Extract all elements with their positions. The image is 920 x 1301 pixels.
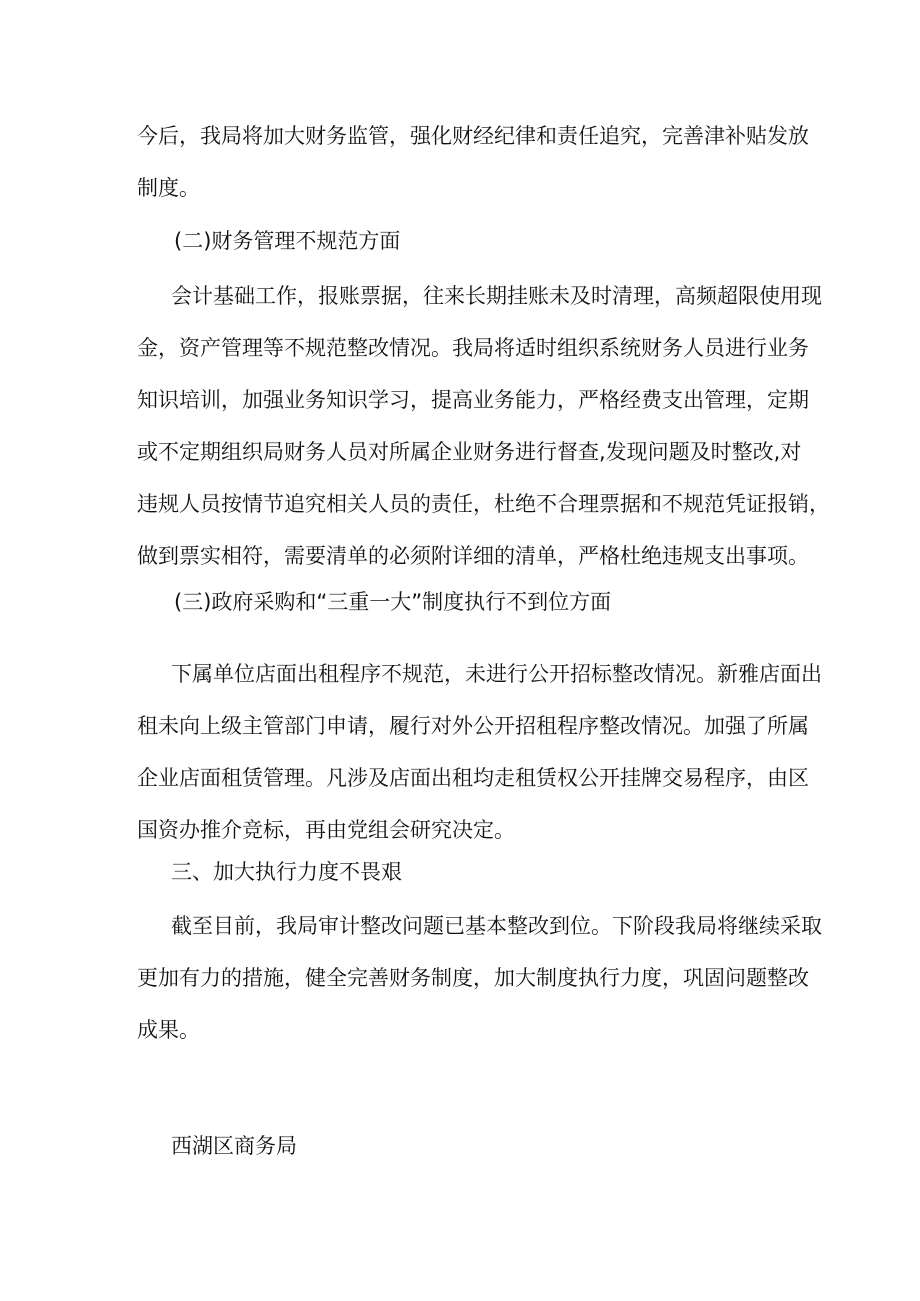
paragraph-finance-oversight: [137, 110, 809, 214]
text-line: 金，资产管理等不规范整改情况。我局将适时组织系统财务人员进行业务: [137, 336, 809, 360]
heading-section-three: 三、加大执行力度不畏艰: [171, 860, 402, 884]
text-line: 制度。: [137, 176, 200, 200]
heading-procurement: (三)政府采购和“三重一大”制度执行不到位方面: [174, 590, 612, 614]
text-line: 下属单位店面出租程序不规范，未进行公开招标整改情况。新雅店面出: [171, 662, 822, 686]
text-line: 或不定期组织局财务人员对所属企业财务进行督查,发现问题及时整改,对: [137, 440, 802, 464]
text-line: 会计基础工作，报账票据，往来长期挂账未及时清理，高频超限使用现: [171, 284, 822, 308]
text-line: 今后，我局将加大财务监管，强化财经纪律和责任追究，完善津补贴发放: [137, 124, 809, 148]
text-line: 成果。: [137, 1018, 200, 1042]
paragraph-conclusion: [137, 900, 822, 1056]
paragraph-procurement: [137, 648, 822, 856]
text-line: 截至目前，我局审计整改问题已基本整改到位。下阶段我局将继续采取: [171, 914, 822, 938]
text-line: 租未向上级主管部门申请，履行对外公开招租程序整改情况。加强了所属: [137, 714, 809, 738]
paragraph-finance-management: [137, 270, 830, 582]
text-line: 国资办推介竞标，再由党组会研究决定。: [137, 818, 515, 842]
text-line: 企业店面租赁管理。凡涉及店面出租均走租赁权公开挂牌交易程序，由区: [137, 766, 809, 790]
text-line: 违规人员按情节追究相关人员的责任，杜绝不合理票据和不规范凭证报销，: [137, 492, 830, 516]
signature: 西湖区商务局: [171, 1134, 297, 1158]
heading-finance-management: (二)财务管理不规范方面: [174, 229, 401, 253]
text-line: 做到票实相符，需要清单的必须附详细的清单，严格杜绝违规支出事项。: [137, 544, 809, 568]
text-line: 更加有力的措施，健全完善财务制度，加大制度执行力度，巩固问题整改: [137, 966, 809, 990]
text-line: 知识培训，加强业务知识学习，提高业务能力，严格经费支出管理，定期: [137, 388, 809, 412]
